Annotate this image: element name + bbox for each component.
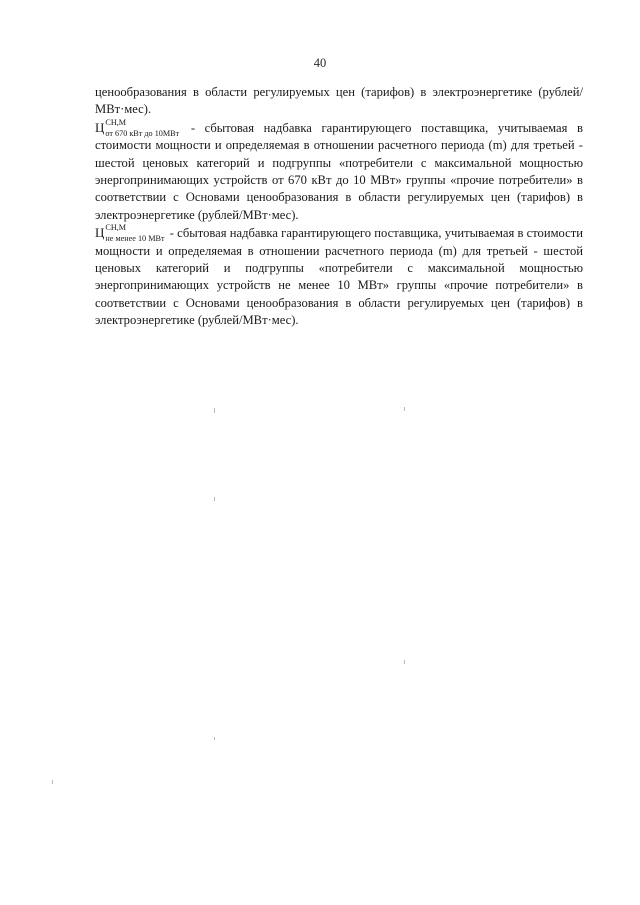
- symbol-subscript: от 670 кВт до 10МВт: [105, 128, 180, 138]
- document-body: [95, 84, 583, 330]
- symbol-superscript: СН,М: [105, 117, 127, 127]
- scan-mark: [404, 407, 405, 411]
- scan-mark: [404, 660, 405, 664]
- symbol-base: Ц: [95, 225, 105, 241]
- scan-mark: [52, 780, 53, 784]
- page-number: 40: [313, 56, 327, 70]
- definition-text-1: - сбытовая надбавка гарантирующего поставщика, учитываемая в стоимости мощности и определяемая в отношении расчетного периода (m) для третьей - шестой ценовых категорий и подгруппы «потребители с максимальной мощностью энергопринимающих устройств от 670 кВт до 10 МВт» группы «прочие потребители» в соответствии с Основами ценообразования в области регулируемых цен (тарифов) в электроэнергетике (рублей/МВт·мес).: [95, 120, 583, 222]
- continuation-paragraph: ценообразования в области регулируемых цен (тарифов) в электроэнергетике (рублей/МВт·мес).: [95, 85, 583, 117]
- definition-text-2: - сбытовая надбавка гарантирующего поставщика, учитываемая в стоимости мощности и определяемая в отношении расчетного периода (m) для третьей - шестой ценовых категорий и подгруппы «потребители с максимальной мощностью энергопринимающих устройств не менее 10 МВт» группы «прочие потребители» в соответствии с Основами ценообразования в области регулируемых цен (тарифов) в электроэнергетике (рублей/МВт·мес).: [95, 226, 583, 328]
- price-symbol-1: [95, 119, 181, 137]
- scan-mark: [214, 408, 215, 413]
- scan-mark: [214, 737, 215, 740]
- symbol-base: Ц: [95, 119, 105, 135]
- scan-mark: [214, 497, 215, 501]
- definition-item-1: [95, 119, 583, 224]
- price-symbol-2: [95, 224, 167, 242]
- symbol-superscript: СН,М: [105, 223, 127, 233]
- symbol-subscript: не менее 10 МВт: [105, 234, 165, 244]
- definition-item-2: [95, 224, 583, 329]
